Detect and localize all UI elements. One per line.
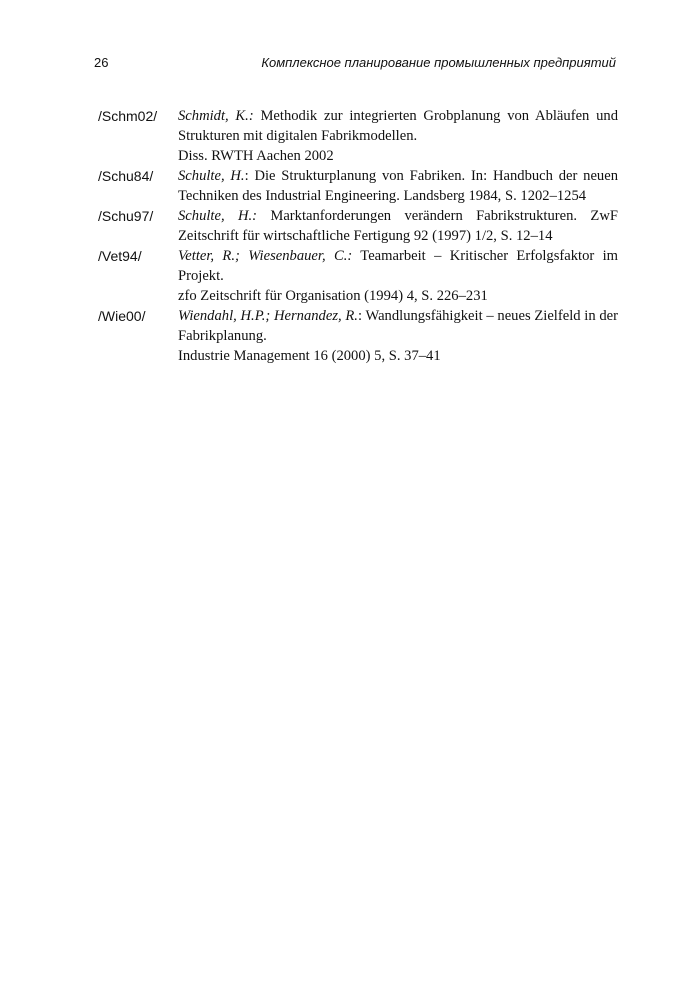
reference-entry [98,106,618,166]
reference-source: Diss. RWTH Aachen 2002 [178,148,334,164]
running-head [94,55,616,73]
reference-author: Vetter, R.; Wiesenbauer, C.: [178,248,353,264]
reference-title: Methodik zur integrierten Grobplanung von Abläufen und Strukturen mit digitalen Fabrikmodellen. [178,108,619,144]
reference-citation [178,306,618,346]
reference-text [178,106,618,166]
reference-text [178,166,618,206]
reference-title: : Wandlungsfähigkeit – neues Zielfeld in der Fabrikplanung. [178,308,618,344]
reference-citation [178,206,618,246]
reference-key: /Wie00/ [98,308,146,324]
reference-list [98,106,618,366]
reference-key: /Schu97/ [98,208,154,224]
reference-key: /Vet94/ [98,248,142,264]
running-title: Комплексное планирование промышленных предприятий [261,55,616,70]
reference-author: Schulte, H. [178,168,245,184]
reference-key: /Schm02/ [98,108,158,124]
reference-key: /Schu84/ [98,168,154,184]
reference-citation [178,246,618,286]
reference-title: : Die Strukturplanung von Fabriken. In: Handbuch der neuen Techniken des Industrial Engineering. Landsberg 1984, S. 1202–1254 [178,168,618,204]
reference-text [178,246,618,306]
reference-author: Schulte, H.: [178,208,257,224]
reference-entry [98,246,618,306]
reference-entry [98,166,618,206]
reference-source: zfo Zeitschrift für Organisation (1994) 4, S. 226–231 [178,288,488,304]
reference-citation [178,106,618,146]
reference-entry [98,306,618,366]
page-number: 26 [94,55,109,70]
reference-source: Industrie Management 16 (2000) 5, S. 37–41 [178,348,441,364]
reference-author: Schmidt, K.: [178,108,254,124]
reference-text [178,306,618,366]
reference-text [178,206,618,246]
reference-author: Wiendahl, H.P.; Hernandez, R. [178,308,358,324]
reference-title: Marktanforderungen verändern Fabrikstrukturen. ZwF Zeitschrift für wirtschaftliche Fertigung 92 (1997) 1/2, S. 12–14 [178,208,618,244]
reference-citation [178,166,618,206]
reference-title: Teamarbeit – Kritischer Erfolgsfaktor im Projekt. [178,248,618,284]
reference-entry [98,206,618,246]
